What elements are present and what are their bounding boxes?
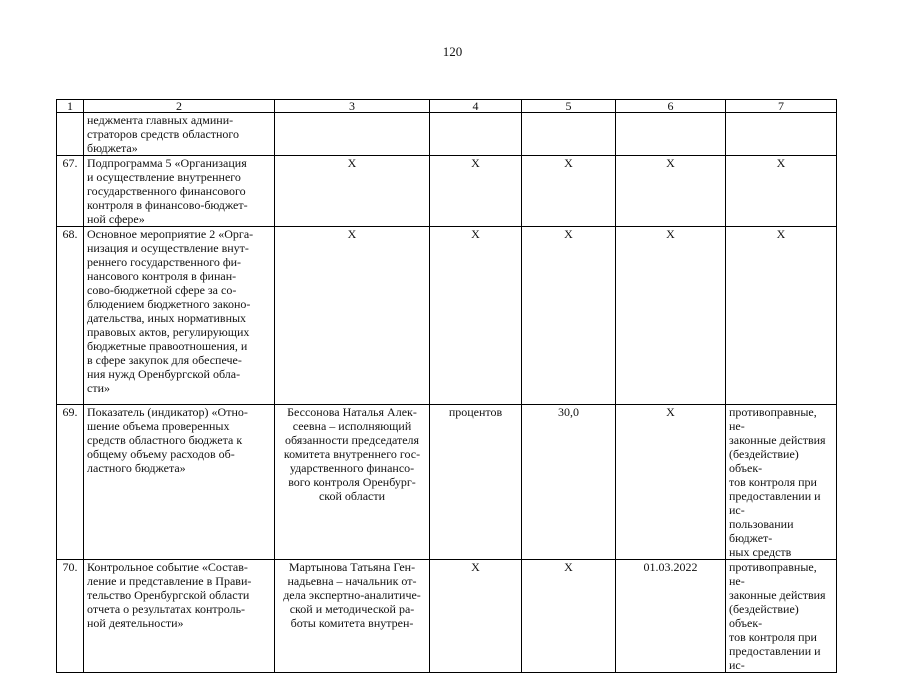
row-name-text: неджмента главных админи- страторов средств областного бюджета» — [87, 113, 240, 155]
header-col-5: 5 — [522, 100, 616, 113]
row-date: Х — [616, 227, 726, 405]
row-unit: Х — [430, 227, 522, 405]
row-value: Х — [522, 560, 616, 673]
row-name-text: Основное мероприятие 2 «Орга- низация и осуществление внут- реннего государственного фи- нансового контроля в финан- сово-бюджетной сфере за со- блюдением бюджетного законо- дательства, иных нормативных правовых актов, регулирующих бюджетные правоотношения, и в сфере закупок для обеспече- ния нужд Оренбургской обла- сти» — [87, 227, 254, 395]
row-risks — [726, 405, 837, 560]
row-name-text: Подпрограмма 5 «Организация и осуществление внутреннего государственного финансового контроля в финансово-бюджет- ной сфере» — [87, 156, 248, 226]
row-number: 68. — [57, 227, 84, 405]
row-value: Х — [522, 156, 616, 227]
row-name — [84, 113, 275, 156]
row-responsible-text: Мартынова Татьяна Ген- надьевна – начальник от- дела экспертно-аналитиче- ской и методической ра- боты комитета внутрен- — [283, 560, 421, 630]
row-name — [84, 156, 275, 227]
row-unit: Х — [430, 560, 522, 673]
row-name — [84, 227, 275, 405]
row-number: 70. — [57, 560, 84, 673]
row-risks: Х — [726, 227, 837, 405]
row-date — [616, 113, 726, 156]
page-number: 120 — [442, 44, 463, 59]
row-unit: процентов — [430, 405, 522, 560]
row-value: Х — [522, 227, 616, 405]
row-responsible — [275, 405, 430, 560]
row-date: Х — [616, 156, 726, 227]
table-row — [57, 113, 837, 156]
row-risks — [726, 113, 837, 156]
header-col-6: 6 — [616, 100, 726, 113]
row-value — [522, 113, 616, 156]
table-row — [57, 560, 837, 673]
header-col-1: 1 — [57, 100, 84, 113]
row-unit — [430, 113, 522, 156]
row-risks-text: противоправные, не- законные действия (бездействие) объек- тов контроля при предоставлении и ис- пользовании бюджет- ных средств — [729, 405, 826, 559]
row-date: Х — [616, 405, 726, 560]
table-row — [57, 405, 837, 560]
row-unit: Х — [430, 156, 522, 227]
header-col-3: 3 — [275, 100, 430, 113]
row-date: 01.03.2022 — [616, 560, 726, 673]
row-responsible: Х — [275, 156, 430, 227]
header-row — [57, 100, 837, 113]
row-name-text: Показатель (индикатор) «Отно- шение объема проверенных средств областного бюджета к общему объему расходов об- ластного бюджета» — [87, 405, 248, 475]
header-col-4: 4 — [430, 100, 522, 113]
row-risks-text: противоправные, не- законные действия (бездействие) объек- тов контроля при предоставлении и ис- — [729, 560, 826, 672]
row-responsible: Х — [275, 227, 430, 405]
table-row — [57, 227, 837, 405]
row-number — [57, 113, 84, 156]
table-row — [57, 156, 837, 227]
row-name — [84, 560, 275, 673]
plan-table — [56, 99, 837, 673]
row-number: 67. — [57, 156, 84, 227]
row-value: 30,0 — [522, 405, 616, 560]
row-risks: Х — [726, 156, 837, 227]
row-number: 69. — [57, 405, 84, 560]
header-col-7: 7 — [726, 100, 837, 113]
row-responsible — [275, 560, 430, 673]
header-col-2: 2 — [84, 100, 275, 113]
row-name — [84, 405, 275, 560]
row-responsible-text: Бессонова Наталья Алек- сеевна – исполняющий обязанности председателя комитета внутреннего гос- ударственного финансо- вого контроля Оренбург- ской области — [283, 405, 421, 503]
row-name-text: Контрольное событие «Состав- ление и представление в Прави- тельство Оренбургской области отчета о результатах контроль- ной деятельности» — [87, 560, 252, 630]
row-risks — [726, 560, 837, 673]
row-responsible — [275, 113, 430, 156]
